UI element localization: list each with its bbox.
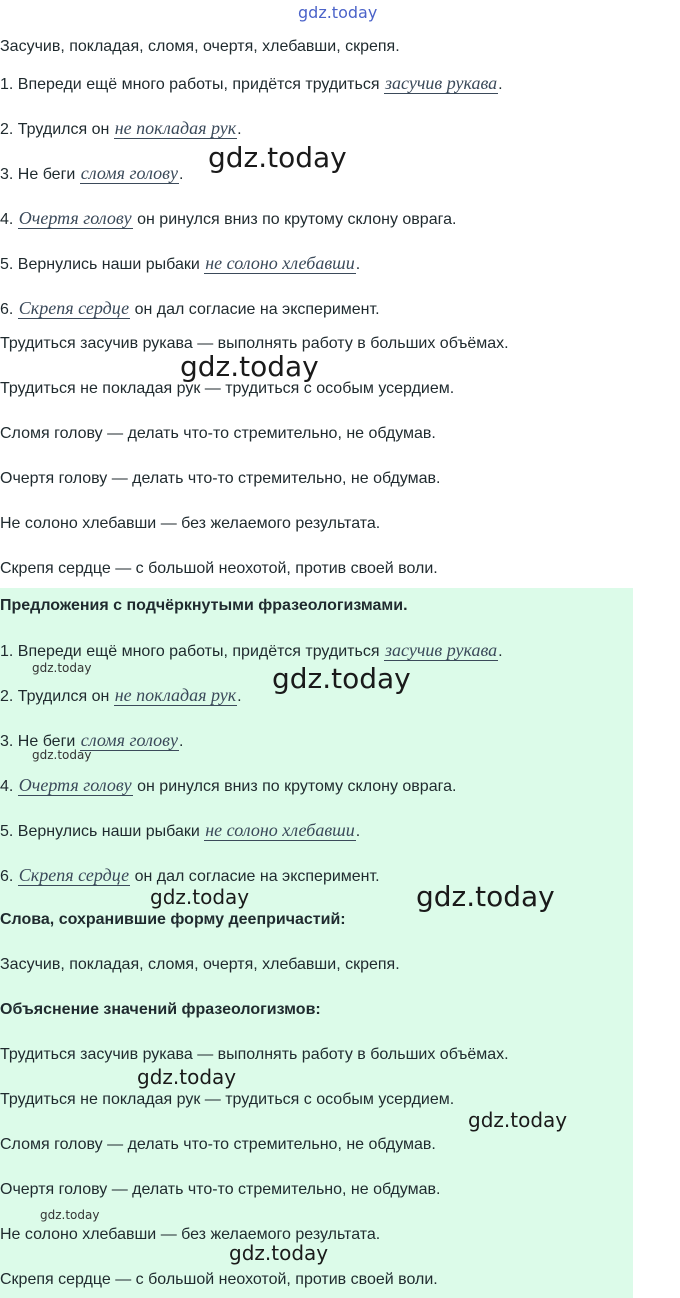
phrase-handwritten: сломя голову (80, 730, 178, 750)
sentence-5: 5. Вернулись наши рыбаки не солоно хлебавши. (0, 253, 361, 273)
phrase-handwritten: не покладая рук (114, 685, 237, 705)
watermark: gdz.today (468, 1108, 568, 1132)
phrase-handwritten: не солоно хлебавши (205, 253, 355, 273)
answer-meaning-4: Очертя голову — делать что-то стремительно, не обдумав. (0, 1181, 441, 1198)
watermark: gdz.today (40, 1208, 100, 1222)
watermark: gdz.today (272, 662, 411, 695)
watermark: gdz.today (150, 885, 250, 909)
word-list: Засучив, покладая, сломя, очертя, хлебавши, скрепя. (0, 38, 400, 55)
answer-sentence-2: 2. Трудился он не покладая рук. (0, 685, 242, 705)
answer-meaning-1: Трудиться засучив рукава — выполнять работу в больших объёмах. (0, 1046, 509, 1063)
phrase-handwritten: не солоно хлебавши (205, 820, 355, 840)
answer-word-list: Засучив, покладая, сломя, очертя, хлебавши, скрепя. (0, 956, 400, 973)
phrase-handwritten: засучив рукава (384, 73, 498, 93)
watermark: gdz.today (137, 1065, 237, 1089)
watermark: gdz.today (229, 1241, 329, 1265)
heading-words: Слова, сохранившие форму деепричастий: (0, 911, 346, 928)
answer-sentence-4: 4. Очертя голову он ринулся вниз по крутому склону оврага. (0, 775, 457, 795)
watermark: gdz.today (180, 350, 319, 383)
watermark: gdz.today (416, 880, 555, 913)
phrase-handwritten: сломя голову (80, 163, 178, 183)
phrase-handwritten: Очертя голову (18, 775, 132, 795)
answer-meaning-2: Трудиться не покладая рук — трудиться с особым усердием. (0, 1091, 455, 1108)
meaning-2: Трудиться не покладая рук — трудиться с особым усердием. (0, 380, 455, 397)
sentence-1: 1. Впереди ещё много работы, придётся трудиться засучив рукава. (0, 73, 503, 93)
answer-meaning-6: Скрепя сердце — с большой неохотой, против своей воли. (0, 1271, 438, 1288)
phrase-handwritten: Очертя голову (18, 208, 132, 228)
heading-sentences: Предложения с подчёркнутыми фразеологизмами. (0, 597, 408, 614)
answer-sentence-3: 3. Не беги сломя голову. (0, 730, 184, 750)
sentence-4: 4. Очертя голову он ринулся вниз по крутому склону оврага. (0, 208, 457, 228)
meaning-3: Сломя голову — делать что-то стремительно, не обдумав. (0, 425, 436, 442)
meaning-5: Не солоно хлебавши — без желаемого результата. (0, 515, 381, 532)
sentence-2: 2. Трудился он не покладая рук. (0, 118, 242, 138)
watermark: gdz.today (208, 141, 347, 174)
answer-sentence-5: 5. Вернулись наши рыбаки не солоно хлебавши. (0, 820, 361, 840)
answer-meaning-5: Не солоно хлебавши — без желаемого результата. (0, 1226, 381, 1243)
sentence-3: 3. Не беги сломя голову. (0, 163, 184, 183)
phrase-handwritten: не покладая рук (114, 118, 237, 138)
phrase-handwritten: Скрепя сердце (18, 865, 130, 885)
answer-meaning-3: Сломя голову — делать что-то стремительно, не обдумав. (0, 1136, 436, 1153)
phrase-handwritten: засучив рукава (384, 640, 498, 660)
sentence-6: 6. Скрепя сердце он дал согласие на эксперимент. (0, 298, 380, 318)
meaning-6: Скрепя сердце — с большой неохотой, против своей воли. (0, 560, 438, 577)
top-watermark: gdz.today (298, 3, 378, 22)
meaning-1: Трудиться засучив рукава — выполнять работу в больших объёмах. (0, 335, 509, 352)
answer-sentence-6: 6. Скрепя сердце он дал согласие на эксперимент. (0, 865, 380, 885)
answer-sentence-1: 1. Впереди ещё много работы, придётся трудиться засучив рукава. (0, 640, 503, 660)
phrase-handwritten: Скрепя сердце (18, 298, 130, 318)
watermark: gdz.today (32, 748, 92, 762)
watermark: gdz.today (32, 661, 92, 675)
heading-meanings: Объяснение значений фразеологизмов: (0, 1001, 321, 1018)
meaning-4: Очертя голову — делать что-то стремительно, не обдумав. (0, 470, 441, 487)
